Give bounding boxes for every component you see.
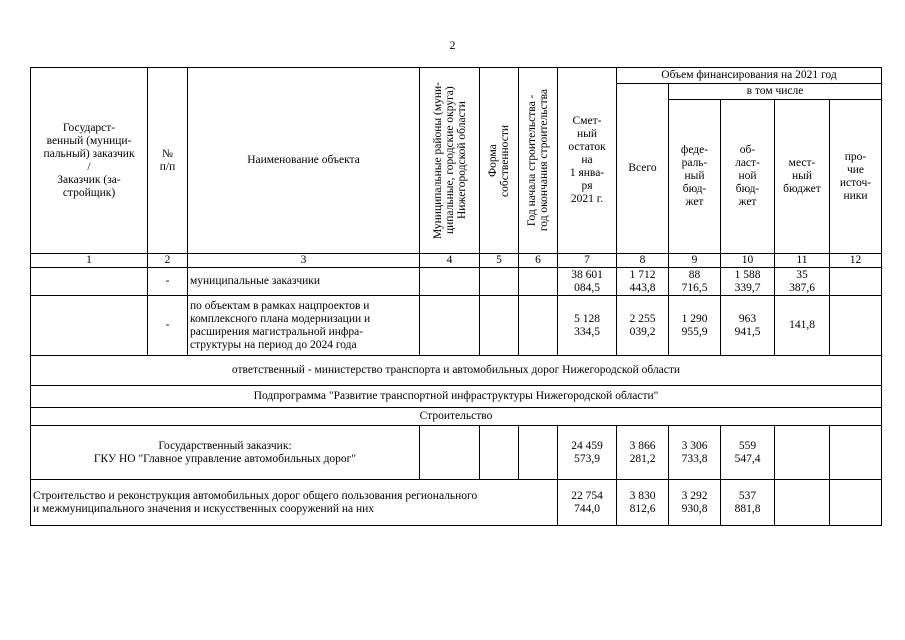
row-cell bbox=[775, 426, 830, 480]
row-cell bbox=[480, 426, 519, 480]
table-row bbox=[31, 480, 882, 526]
header-local: мест- ный бюджет bbox=[775, 100, 830, 254]
header-financing: Объем финансирования на 2021 год bbox=[617, 68, 882, 84]
col-number: 3 bbox=[188, 254, 420, 268]
col-number: 4 bbox=[420, 254, 480, 268]
row-total: 3 830 812,6 bbox=[617, 480, 669, 526]
row-name: по объектам в рамках нацпроектов и комплексного плана модернизации и расширения магистральной инфра- структуры на период до 2024 года bbox=[188, 296, 420, 356]
row-regional: 559 547,4 bbox=[721, 426, 775, 480]
col-number: 5 bbox=[480, 254, 519, 268]
header-federal: феде- раль- ный бюд- жет bbox=[669, 100, 721, 254]
row-num: - bbox=[148, 296, 188, 356]
col-number: 8 bbox=[617, 254, 669, 268]
row-total: 2 255 039,2 bbox=[617, 296, 669, 356]
row-cell bbox=[420, 296, 480, 356]
header-including: в том числе bbox=[669, 84, 882, 100]
header-num: № п/п bbox=[148, 68, 188, 254]
row-cell bbox=[830, 296, 882, 356]
row-local: 35 387,6 bbox=[775, 268, 830, 296]
row-cell bbox=[775, 480, 830, 526]
row-cell bbox=[519, 296, 558, 356]
state-customer-name: Государственный заказчик: ГКУ НО "Главное управление автомобильных дорог" bbox=[31, 426, 420, 480]
header-municipal-text: Муниципальные районы (муни- ципальные, городские округа) Нижегородской области bbox=[431, 81, 468, 240]
col-number: 6 bbox=[519, 254, 558, 268]
row-cell bbox=[480, 296, 519, 356]
row-name: муниципальные заказчики bbox=[188, 268, 420, 296]
col-number: 12 bbox=[830, 254, 882, 268]
table-row bbox=[31, 426, 882, 480]
col-number: 10 bbox=[721, 254, 775, 268]
header-total: Всего bbox=[617, 84, 669, 254]
row-estimate: 22 754 744,0 bbox=[558, 480, 617, 526]
responsible-row: ответственный - министерство транспорта и автомобильных дорог Нижегородской области bbox=[31, 356, 882, 386]
row-num: - bbox=[148, 268, 188, 296]
header-ownership-text: Форма собственности bbox=[487, 124, 511, 197]
row-estimate: 38 601 084,5 bbox=[558, 268, 617, 296]
row-federal: 1 290 955,9 bbox=[669, 296, 721, 356]
header-municipal bbox=[420, 68, 480, 254]
header-other: про- чие источ- ники bbox=[830, 100, 882, 254]
header-years-text: Год начала строительства - год окончания строительства bbox=[526, 89, 550, 232]
roads-name: Строительство и реконструкция автомобильных дорог общего пользования регионального и межмуниципального значения и искусственных сооружений на них bbox=[31, 480, 558, 526]
row-cell bbox=[830, 426, 882, 480]
col-number: 7 bbox=[558, 254, 617, 268]
col-number: 11 bbox=[775, 254, 830, 268]
row-federal: 3 306 733,8 bbox=[669, 426, 721, 480]
row-total: 1 712 443,8 bbox=[617, 268, 669, 296]
row-regional: 537 881,8 bbox=[721, 480, 775, 526]
row-total: 3 866 281,2 bbox=[617, 426, 669, 480]
row-regional: 963 941,5 bbox=[721, 296, 775, 356]
header-years bbox=[519, 68, 558, 254]
table-row bbox=[31, 268, 882, 296]
subprogram-row: Подпрограмма "Развитие транспортной инфраструктуры Нижегородской области" bbox=[31, 386, 882, 408]
row-cell bbox=[519, 268, 558, 296]
row-cell bbox=[31, 268, 148, 296]
page-number: 2 bbox=[449, 38, 456, 52]
table-row bbox=[31, 296, 882, 356]
header-regional: об- ласт- ной бюд- жет bbox=[721, 100, 775, 254]
row-local: 141,8 bbox=[775, 296, 830, 356]
row-cell bbox=[420, 426, 480, 480]
col-number: 2 bbox=[148, 254, 188, 268]
row-cell bbox=[31, 296, 148, 356]
header-estimate: Смет- ный остаток на 1 янва- ря 2021 г. bbox=[558, 68, 617, 254]
row-federal: 3 292 930,8 bbox=[669, 480, 721, 526]
header-customer: Государст- венный (муници- пальный) заказчик / Заказчик (за- стройщик) bbox=[31, 68, 148, 254]
header-ownership bbox=[480, 68, 519, 254]
header-object-name: Наименование объекта bbox=[188, 68, 420, 254]
col-number: 1 bbox=[31, 254, 148, 268]
row-cell bbox=[480, 268, 519, 296]
col-number: 9 bbox=[669, 254, 721, 268]
row-cell bbox=[830, 268, 882, 296]
financing-table bbox=[30, 67, 882, 526]
row-federal: 88 716,5 bbox=[669, 268, 721, 296]
row-regional: 1 588 339,7 bbox=[721, 268, 775, 296]
row-estimate: 5 128 334,5 bbox=[558, 296, 617, 356]
row-estimate: 24 459 573,9 bbox=[558, 426, 617, 480]
row-cell bbox=[830, 480, 882, 526]
construction-row: Строительство bbox=[31, 408, 882, 426]
row-cell bbox=[519, 426, 558, 480]
row-cell bbox=[420, 268, 480, 296]
